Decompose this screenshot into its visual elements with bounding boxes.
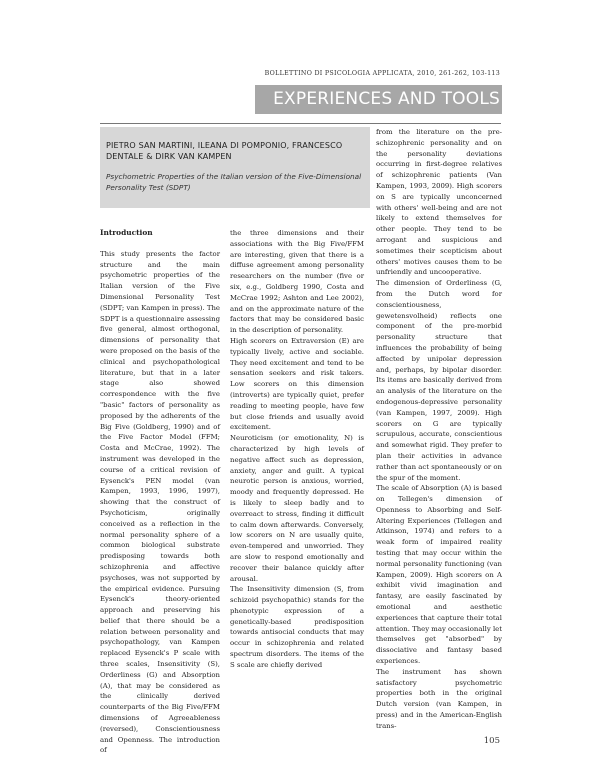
text-column-2 bbox=[230, 228, 364, 671]
paragraph: the three dimensions and their associations with the Big Five/FFM are interesting, given that there is a diffuse agreement among personality researchers on the number (five or six, e.g., Goldberg 1990, Costa and McCrae 1992; Ashton and Lee 2002), and on the approximate nature of the factors that may be considered basic in the description of personality. bbox=[230, 229, 364, 335]
paragraph: Neuroticism (or emotionality, N) is characterized by high levels of negative affect such as depression, anxiety, anger and guilt. A typical neurotic person is anxious, worried, moody and frequently depressed. He is likely to sleep badly and to overreact to stress, finding it difficult to calm down afterwards. Conversely, low scorers on N are usually quite, even-tempered and unworried. They are slow to respond emotionally and recover their balance quickly after arousal. bbox=[230, 434, 364, 583]
paper-title: Psychometric Properties of the Italian version of the Five-Dimensional Personality Test (SDPT) bbox=[106, 172, 362, 192]
author-list: PIETRO SAN MARTINI, ILEANA DI POMPONIO, FRANCESCO DENTALE & DIRK VAN KAMPEN bbox=[106, 141, 343, 161]
text-column-3 bbox=[376, 127, 502, 732]
paragraph: The Insensitivity dimension (S, from schizoid psychopathic) stands for the phenotypic expression of a genetically-based predisposition towards antisocial conducts that may occur in schizophrenia and related spectrum disorders. The items of the S scale are chiefly derived bbox=[230, 585, 364, 669]
paragraph: from the literature on the pre-schizophrenic personality and on the personality deviations occurring in first-degree relatives of schizophrenic patients (Van Kampen, 1993, 2009). High scorers on S are typically unconcerned with others' well-being and are not likely to extend themselves for other people. They tend to be arrogant and suspicious and sometimes their scepticism about others' motives causes them to be unfriendly and uncooperative. bbox=[376, 128, 502, 277]
paragraph: High scorers on Extraversion (E) are typically lively, active and sociable. They need excitement and tend to be sensation seekers and risk takers. Low scorers on this dimension (introverts) are typically quiet, prefer reading to meeting people, have few but close friends and usually avoid excitement. bbox=[230, 336, 364, 432]
section-banner-label: EXPERIENCES AND TOOLS bbox=[273, 89, 500, 109]
page-number: 105 bbox=[483, 736, 500, 746]
section-heading: Introduction bbox=[100, 228, 153, 237]
paragraph: The scale of Absorption (A) is based on Tellegen's dimension of Openness to Absorbing and Self-Altering Experiences (Tellegen and Atkinson, 1974) and refers to a weak form of impaired reality testing that may occur within the normal personality functioning (van Kampen, 2009). High scorers on A exhibit vivid imagination and fantasy, are easily fascinated by emotional and aesthetic experiences that capture their total attention. They may occasionally let themselves get "absorbed" by dissociative and fantasy based experiences. bbox=[376, 484, 502, 666]
paragraph: This study presents the factor structure and the main psychometric properties of the Italian version of the Five Dimensional Personality Test (SDPT; van Kampen in press). The SDPT is a questionnaire assessing five general, almost orthogonal, dimensions of personality that were proposed on the basis of the clinical and psychopathological literature, but that in a later stage also showed correspondence with the five "basic" factors of personality as proposed by the adherents of the Big Five (Goldberg, 1990) and of the Five Factor Model (FFM; Costa and McCrae, 1992). The instrument was developed in the course of a critical revision of Eysenck's PEN model (van Kampen, 1993, 1996, 1997), showing that the construct of Psychoticism, originally conceived as a reflection in the normal personality sphere of a common biological substrate predisposing towards both schizophrenia and affective psychoses, was not supported by the empirical evidence. Pursuing Eysenck's theory-oriented approach and preserving his belief that there should be a relation between personality and psychopathology, van Kampen replaced Eysenck's P scale with three scales, Insensitivity (S), Orderliness (G) and Absorption (A), that may be considered as the clinically derived counterparts of the Big Five/FFM dimensions of Agreeableness (reversed), Conscientiousness and Openness. The introduction of bbox=[100, 249, 220, 755]
paragraph: The instrument has shown satisfactory psychometric properties both in the original Dutch version (van Kampen, in press) and in the American-English trans- bbox=[376, 667, 502, 730]
paragraph: The dimension of Orderliness (G, from the Dutch word for conscientiousness, gewetensvolheid) reflects one component of the pre-morbid personality structure that influences the probability of being affected by unipolar depression and, perhaps, by bipolar disorder. Its items are basically derived from an analysis of the literature on the endogenous-depressive personality (van Kampen, 1997, 2009). High scorers on G are typically scrupulous, accurate, conscientious and somewhat rigid. They prefer to plan their activities in advance rather than act spontaneously or on the spur of the moment. bbox=[376, 279, 502, 482]
section-banner bbox=[255, 85, 502, 114]
journal-header: BOLLETTINO DI PSICOLOGIA APPLICATA, 2010, 261-262, 103-113 bbox=[264, 70, 500, 77]
header-divider bbox=[100, 123, 501, 124]
text-column-1 bbox=[100, 228, 220, 756]
